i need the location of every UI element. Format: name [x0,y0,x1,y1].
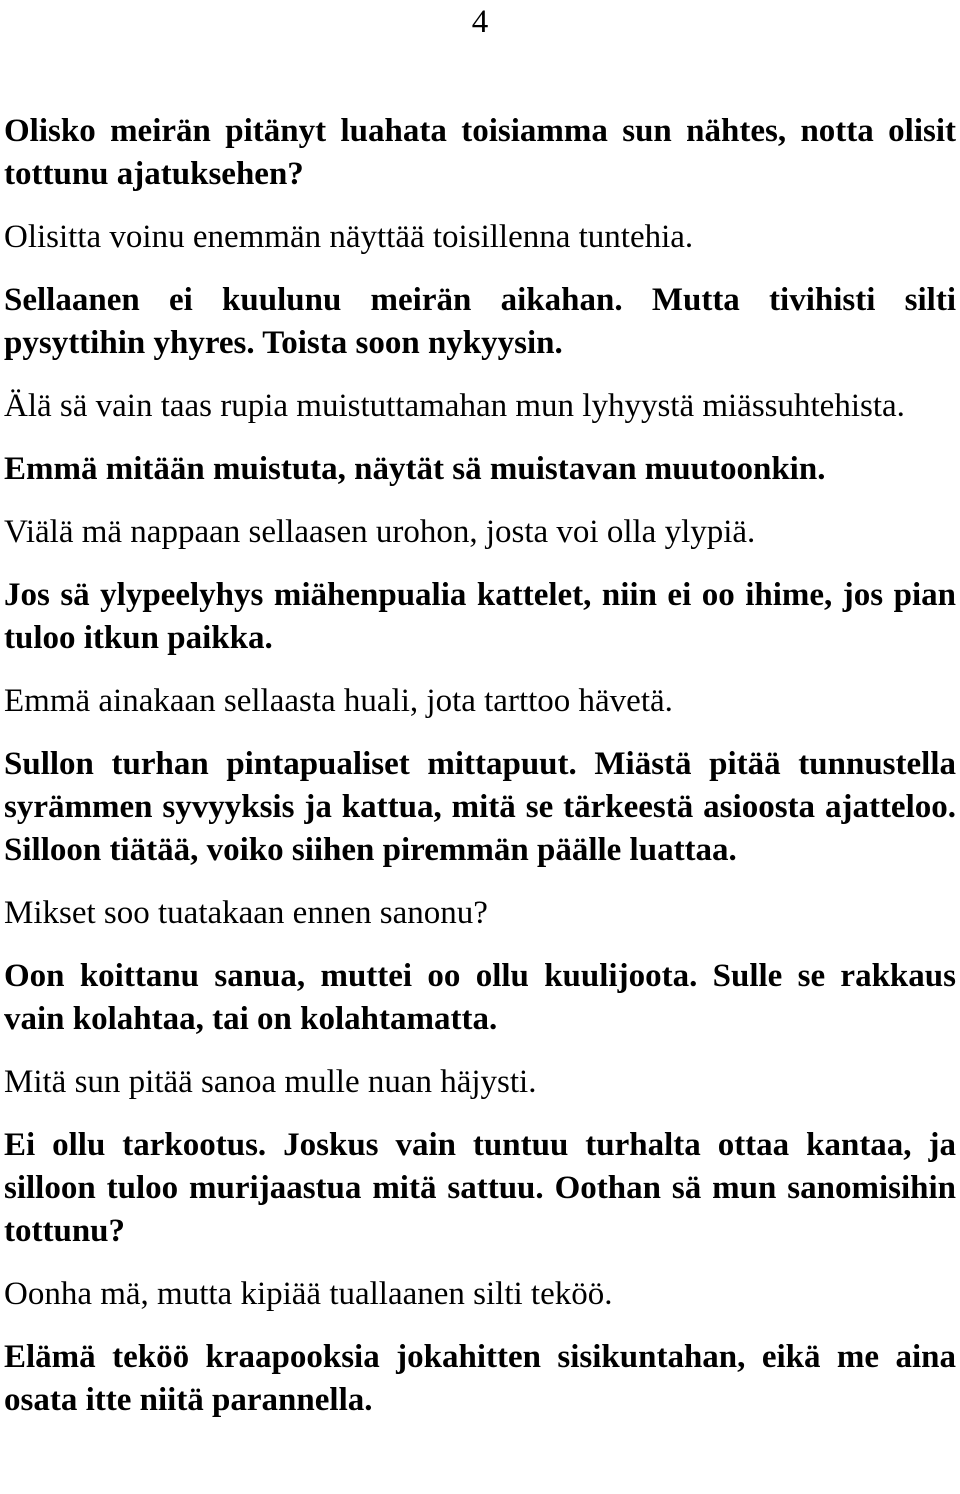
paragraph-4: Älä sä vain taas rupia muistuttamahan mun lyhyystä miässuhtehista. [4,388,905,424]
paragraph-1: Olisko meirän pitänyt luahata toisiamma sun nähtes, notta olisit tottunu ajatuksehen? [4,113,956,192]
paragraph-3: Sellaanen ei kuulunu meirän aikahan. Mutta tivihisti silti pysyttihin yhyres. Toista soon nykyysin. [4,282,956,361]
paragraph-12: Mitä sun pitää sanoa mulle nuan häjysti. [4,1064,537,1100]
paragraph-11: Oon koittanu sanua, muttei oo ollu kuulijoota. Sulle se rakkaus vain kolahtaa, tai on kolahtamatta. [4,958,956,1037]
paragraph-5: Emmä mitään muistuta, näytät sä muistavan muutoonkin. [4,451,826,487]
paragraph-9: Sullon turhan pintapualiset mittapuut. Miästä pitää tunnustella syrämmen syvyyksis ja kattua, mitä se tärkeestä asioosta ajatteloo. Silloon tiätää, voiko siihen piremmän päälle luattaa. [4,746,956,868]
paragraph-14: Oonha mä, mutta kipiää tuallaanen silti teköö. [4,1276,613,1312]
paragraph-13: Ei ollu tarkootus. Joskus vain tuntuu turhalta ottaa kantaa, ja silloon tuloo murijaastua mitä sattuu. Oothan sä mun sanomisihin tottunu? [4,1127,956,1249]
paragraph-8: Emmä ainakaan sellaasta huali, jota tarttoo hävetä. [4,683,673,719]
page-number: 4 [471,4,489,40]
paragraph-2: Olisitta voinu enemmän näyttää toisillenna tuntehia. [4,219,694,255]
paragraph-15: Elämä teköö kraapooksia jokahitten sisikuntahan, eikä me aina osata itte niitä parannella. [4,1339,956,1418]
paragraph-6: Viälä mä nappaan sellaasen urohon, josta voi olla ylypiä. [4,514,756,550]
paragraph-7: Jos sä ylypeelyhys miähenpualia kattelet, niin ei oo ihime, jos pian tuloo itkun paikka. [4,577,956,656]
dialogue-text [4,110,956,1442]
paragraph-10: Mikset soo tuatakaan ennen sanonu? [4,895,488,931]
